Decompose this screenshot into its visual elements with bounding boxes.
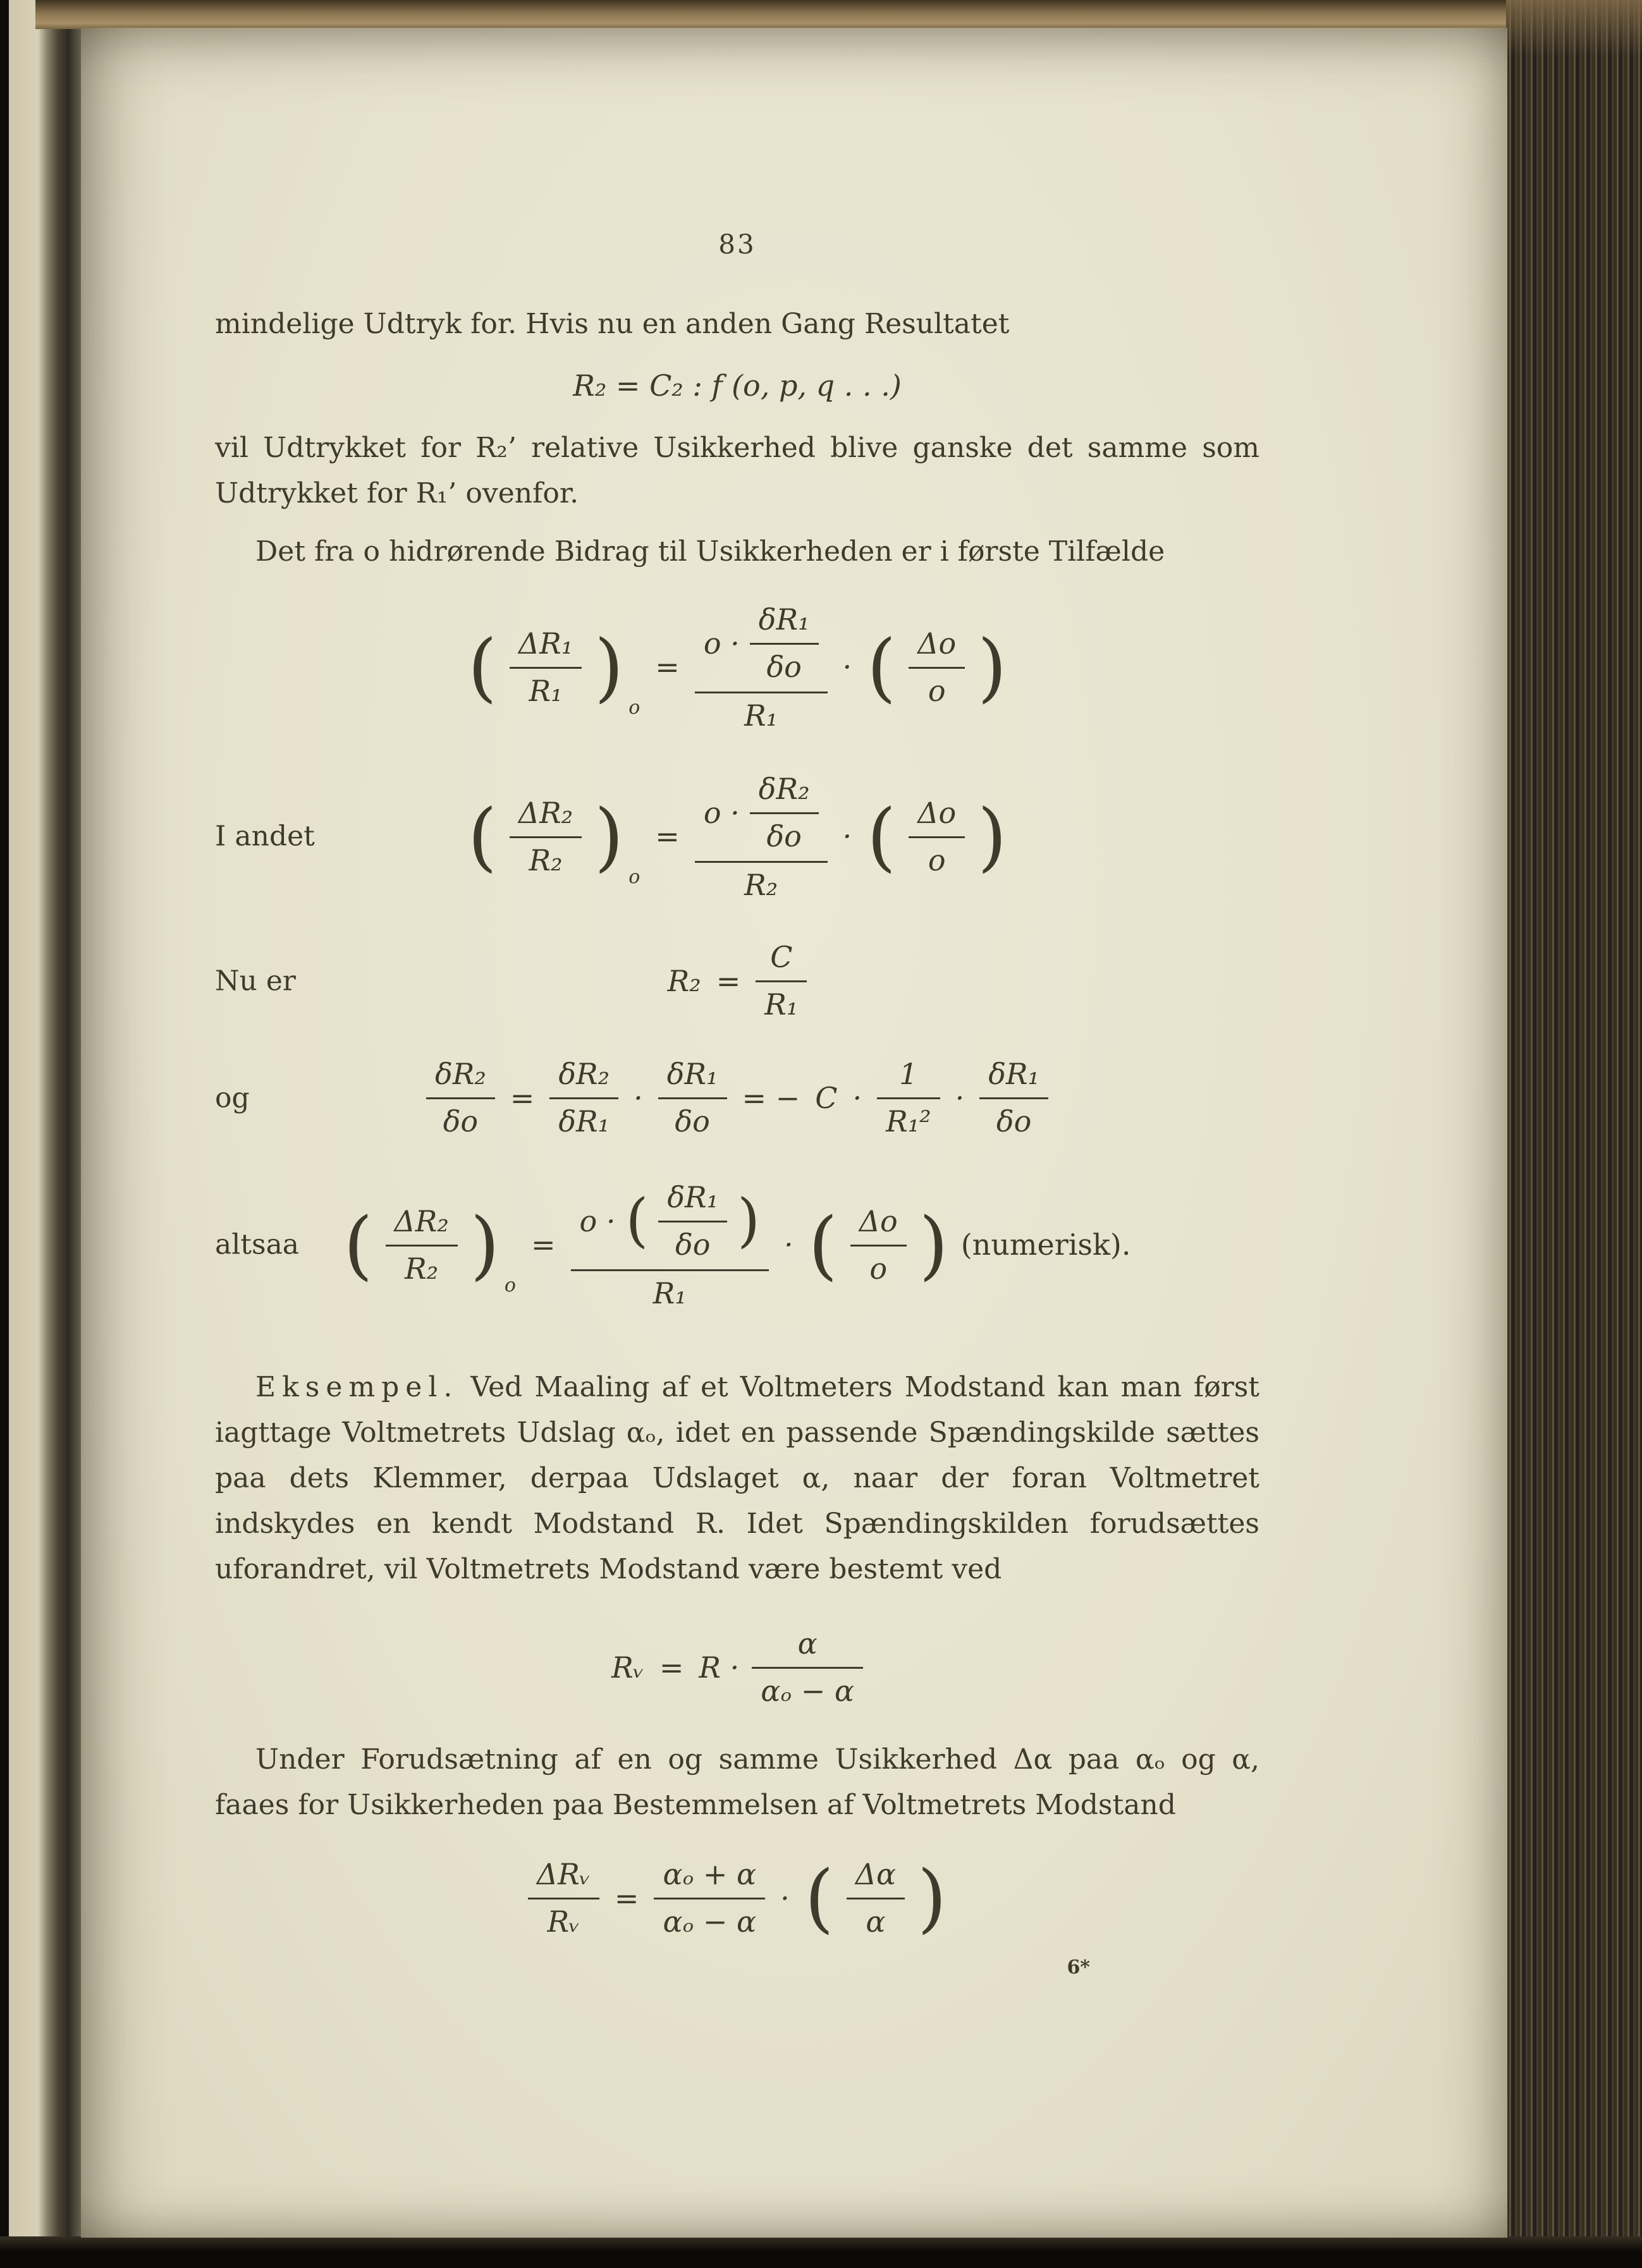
- compound-denominator: R₁: [744, 698, 778, 733]
- equals-sign: =: [655, 650, 680, 684]
- equals-sign: =: [510, 1080, 535, 1115]
- compound-numerator: [695, 600, 828, 693]
- signature-mark: 6*: [1067, 1956, 1090, 1978]
- book-left-edge: [0, 0, 82, 2268]
- multiplication-dot: ·: [634, 1080, 643, 1115]
- fraction-dR2-R2: $\frac{\text{ΔR₂}}{\text{R₂}}$: [386, 1203, 458, 1287]
- book-page: [81, 28, 1507, 2238]
- open-paren-icon: (: [867, 623, 897, 710]
- compound-denominator: R₂: [744, 868, 778, 902]
- close-paren-icon: ): [594, 792, 624, 880]
- formula-block-second-case: [215, 769, 1259, 903]
- paren-subscript: o: [628, 696, 640, 719]
- open-paren-icon: (: [625, 1186, 649, 1255]
- fraction-1-R1squared: $\frac{1}{\text{R₁²}}$: [877, 1056, 940, 1140]
- equals-sign: =: [614, 1881, 639, 1915]
- formula-block-first-case: [215, 600, 1259, 734]
- label-thus: altsaa: [215, 1228, 300, 1261]
- close-paren-icon: ): [470, 1200, 499, 1288]
- close-paren-icon: ): [919, 1200, 948, 1288]
- paragraph-example: [215, 1365, 1259, 1592]
- lhs-symbol: R₂: [667, 963, 701, 998]
- fraction-do-o: $\frac{\Delta o}{o}$: [909, 625, 965, 709]
- fraction-dR2-do: $\frac{\text{δR₂}}{\delta o}$: [426, 1056, 495, 1140]
- open-paren-icon: (: [808, 1200, 838, 1288]
- compound-fraction: [571, 1178, 769, 1312]
- equals-sign: =: [530, 1228, 556, 1262]
- close-paren-icon: ): [917, 1854, 947, 1942]
- compound-fraction: [695, 600, 828, 734]
- multiplication-dot: ·: [842, 819, 852, 853]
- lhs-symbol: Rᵥ: [611, 1650, 644, 1685]
- equals-sign: =: [659, 1650, 684, 1685]
- fraction-do-o: $\frac{\Delta o}{o}$: [850, 1203, 907, 1287]
- formula-block-conclusion: [215, 1178, 1259, 1312]
- formula-final-uncertainty: [215, 1856, 1259, 1940]
- fraction-dR1-do: $\frac{\text{δR₁}}{\delta o}$: [750, 601, 819, 685]
- multiplication-dot: ·: [852, 1080, 862, 1115]
- paragraph-assumption: Under Forudsætning af en og samme Usikkerhed Δα paa αₒ og α, faaes for Usikkerheden paa Bestemmelsen af Voltmetrets Modstand: [215, 1743, 1259, 1821]
- multiplication-dot: ·: [842, 650, 852, 684]
- compound-numerator: [695, 769, 828, 863]
- fraction-dR2-R2: $\frac{\text{ΔR₂}}{\text{R₂}}$: [510, 795, 582, 879]
- factor-R-dot: R ·: [699, 1650, 740, 1685]
- paragraph-intro: mindelige Udtryk for. Hvis nu en anden Gang Resultatet: [215, 308, 1010, 340]
- multiplication-dot: ·: [784, 1228, 793, 1262]
- fraction-dR1-R1: $\frac{\text{ΔR₁}}{\text{R₁}}$: [510, 625, 582, 709]
- fraction-dR1-do: $\frac{\text{δR₁}}{\delta o}$: [658, 1179, 727, 1263]
- fraction-sum-over-diff: $\frac{\text{αₒ + α}}{\text{αₒ − α}}$: [654, 1856, 765, 1940]
- fraction-do-o: $\frac{\Delta o}{o}$: [909, 795, 965, 879]
- paren-subscript: o: [628, 865, 640, 888]
- close-paren-icon: ): [594, 623, 624, 710]
- close-paren-icon: ): [737, 1186, 761, 1255]
- example-body-text: Ved Maaling af et Voltmeters Modstand kan man først iagttage Voltmetrets Udslag αₒ, idet en passende Spændingskilde sættes paa dets Klemmer, derpaa Udslaget α, naar der foran Voltmetret indskydes en kendt Modstand R. Idet Spændingskilden forudsættes uforandret, vil Voltmetrets Modstand være bestemt ved: [215, 1371, 1259, 1585]
- formula-r2-equals-c-over-r1: [215, 939, 1259, 1023]
- fraction-dR2-dR1: $\frac{\text{δR₂}}{\text{δR₁}}$: [549, 1056, 618, 1140]
- fraction-alpha-over-diff: $\frac{\alpha}{\text{αₒ − α}}$: [752, 1625, 863, 1709]
- equals-sign: =: [655, 819, 680, 853]
- formula-r2-definition: R₂ = C₂ : f (o, p, q . . .): [573, 369, 902, 403]
- label-and: og: [215, 1082, 250, 1114]
- fraction-dalpha-alpha: $\frac{\Delta\alpha}{\alpha}$: [847, 1856, 905, 1940]
- multiplication-dot: ·: [780, 1881, 790, 1915]
- numerator-prefix: o ·: [579, 1204, 616, 1238]
- label-now-is: Nu er: [215, 965, 296, 997]
- equals-minus-sign: = −: [742, 1080, 800, 1115]
- fraction-dR2-do: $\frac{\text{δR₂}}{\delta o}$: [750, 771, 819, 855]
- formula-derivative-chain: [215, 1056, 1259, 1140]
- compound-numerator: [571, 1178, 769, 1271]
- close-paren-icon: ): [977, 792, 1007, 880]
- constant-C: C: [815, 1080, 838, 1115]
- paragraph-relative-uncertainty: vil Udtrykket for R₂’ relative Usikkerhed blive ganske det samme som Udtrykket for R₁’ ovenfor.: [215, 432, 1259, 509]
- formula-block-now-is: [215, 939, 1259, 1023]
- equals-sign: =: [716, 963, 741, 998]
- book-cover-top-band: [35, 0, 1509, 29]
- fraction-dR1-do: $\frac{\text{δR₁}}{\delta o}$: [658, 1056, 727, 1140]
- numerator-prefix: o ·: [703, 795, 740, 830]
- compound-denominator: R₁: [653, 1276, 687, 1310]
- formula-voltmeter-resistance: [215, 1625, 1259, 1709]
- example-lead-word: Eksempel.: [255, 1371, 459, 1403]
- paragraph-contribution: Det fra o hidrørende Bidrag til Usikkerheden er i første Tilfælde: [255, 535, 1165, 568]
- page-number: 83: [718, 229, 756, 260]
- close-paren-icon: ): [977, 623, 1007, 710]
- open-paren-icon: (: [467, 623, 497, 710]
- compound-fraction: [695, 769, 828, 903]
- fraction-dRv-Rv: $\frac{\text{ΔRᵥ}}{\text{Rᵥ}}$: [528, 1856, 599, 1940]
- paren-subscript: o: [504, 1274, 516, 1296]
- open-paren-icon: (: [467, 792, 497, 880]
- formula-suffix-numeric: (numerisk).: [960, 1228, 1131, 1262]
- multiplication-dot: ·: [955, 1080, 965, 1115]
- label-second-case: I andet: [215, 820, 315, 853]
- formula-first-case: [215, 600, 1259, 734]
- fraction-C-R1: $\frac{C}{\text{R₁}}$: [756, 939, 807, 1023]
- book-page-edges: [1506, 0, 1642, 2268]
- formula-second-case: [215, 769, 1259, 903]
- open-paren-icon: (: [804, 1854, 834, 1942]
- numerator-prefix: o ·: [703, 626, 740, 661]
- open-paren-icon: (: [343, 1200, 373, 1288]
- formula-block-derivative-chain: [215, 1056, 1259, 1140]
- formula-conclusion: [215, 1178, 1259, 1312]
- fraction-dR1-do: $\frac{\text{δR₁}}{\delta o}$: [979, 1056, 1048, 1140]
- book-bottom-edge: [0, 2236, 1642, 2268]
- open-paren-icon: (: [867, 792, 897, 880]
